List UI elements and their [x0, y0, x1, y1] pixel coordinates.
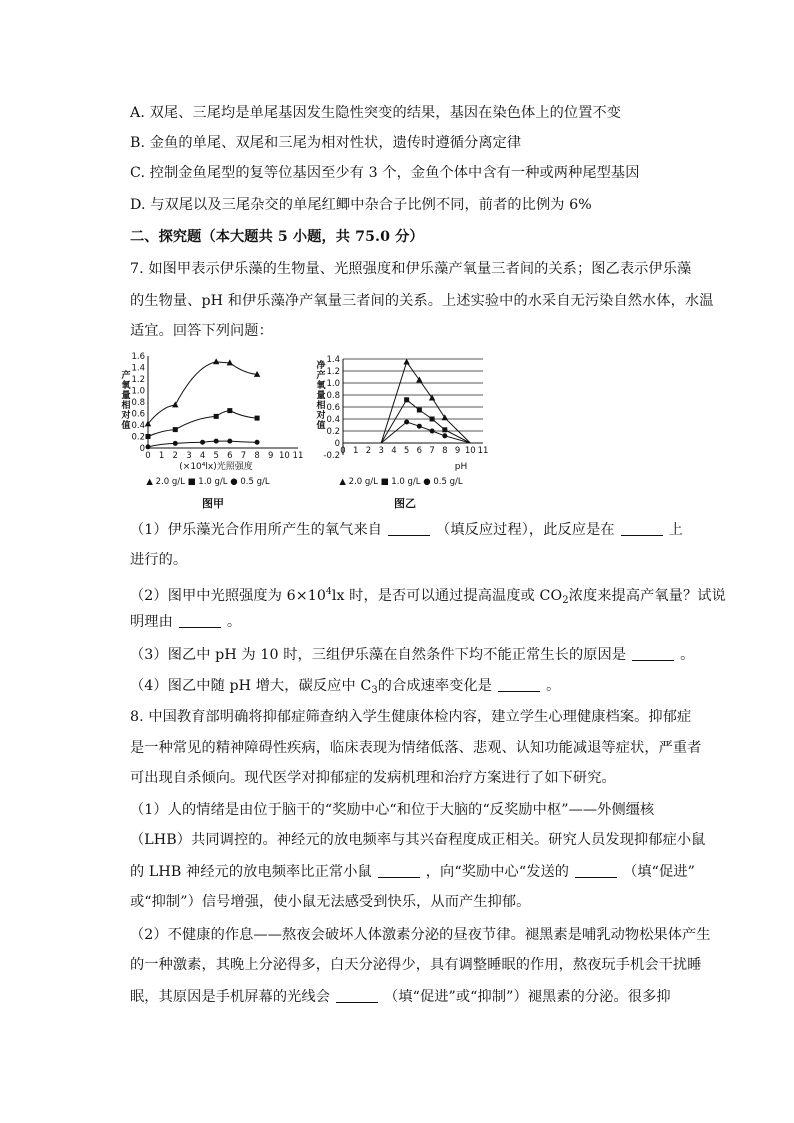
y-axis-label-char: 产	[121, 371, 131, 381]
q7-line1: 7. 如图甲表示伊乐藻的生物量、光照强度和伊乐藻产氧量三者间的关系；图乙表示伊乐藻	[130, 261, 692, 277]
data-point-triangle	[213, 358, 219, 364]
y-axis-label-char: 相	[316, 401, 326, 411]
q7-sub3-text-b: 。	[680, 647, 695, 663]
x-tick-label: 10	[464, 446, 476, 456]
answer-blank[interactable]	[632, 646, 674, 661]
x-tick-label: 3	[378, 446, 384, 456]
x-tick-label: 8	[442, 446, 448, 456]
q7-sub1-text-c: 上	[668, 522, 683, 538]
chart-yi	[313, 350, 493, 515]
y-tick-label: 1.2	[326, 367, 340, 377]
x-tick-label: 4	[391, 446, 397, 456]
answer-blank[interactable]	[336, 988, 378, 1003]
q7-sub2-text-e: 。	[226, 614, 242, 630]
y-tick-label: -0.2	[323, 451, 340, 461]
x-tick-label: 9	[454, 446, 461, 456]
q7-sub2-line1	[130, 582, 726, 611]
data-point-circle	[255, 440, 260, 445]
y-axis-label-char: 对	[121, 411, 131, 421]
q8-sub1-line4: 或“抑制”）信号增强，使小鼠无法感受到快乐，从而产生抑郁。	[130, 894, 531, 910]
q7-sub2-text-d: 明理由	[130, 614, 173, 630]
chart-title: 图甲	[202, 497, 224, 510]
q7-sub4-line	[130, 676, 692, 701]
q7-line3: 适宜。回答下列问题：	[130, 323, 273, 339]
option-c: C. 控制金鱼尾型的复等位基因至少有 3 个，金鱼个体中含有一种或两种尾型基因	[130, 165, 640, 181]
x-tick-label: 3	[186, 451, 192, 461]
q8-sub1-line1: （1）人的情绪是由位于脑干的“奖励中心“和位于大脑的“反奖励中枢”——外侧缰核	[130, 802, 655, 818]
data-point-square	[442, 427, 447, 432]
q8-sub1-line2: （LHB）共同调控的。神经元的放电频率与其兴奋程度成正相关。研究人员发现抑郁症小鼠	[130, 832, 706, 848]
y-tick-label: 0.6	[326, 403, 340, 413]
q7-sub2-sup: 4	[325, 587, 332, 597]
q7-sub3-line	[130, 645, 695, 665]
x-tick-label: 1	[353, 446, 359, 456]
option-d: D. 与双尾以及三尾杂交的单尾红鲫中杂合子比例不同，前者的比例为 6%	[130, 197, 592, 213]
q7-sub1-line1	[130, 520, 692, 540]
x-tick-label: 11	[292, 451, 304, 461]
y-tick-label: 0.2	[131, 432, 145, 443]
y-axis-label-char: 量	[121, 391, 131, 401]
y-tick-label: 0	[334, 439, 340, 449]
series-line	[381, 422, 470, 443]
x-axis-label: (×10⁴lx)光照强度	[179, 462, 253, 472]
x-tick-label: 7	[429, 446, 435, 456]
q7-sub4-text-a: （4）图乙中随 pH 增大，碳反应中 C	[130, 678, 372, 694]
q8-sub2-line3	[130, 987, 692, 1007]
q7-line2: 的生物量、pH 和伊乐藻净产氧量三者间的关系。上述实验中的水采自无污染自然水体，水温	[130, 293, 714, 309]
y-axis-label-char: 氧	[121, 381, 131, 391]
q8-sub2-line2: 的一种激素，其晚上分泌得多，白天分泌得少，具有调整睡眠的作用，熬夜玩手机会干扰睡	[130, 957, 702, 973]
q8-line1: 8. 中国教育部明确将抑郁症筛查纳入学生健康体检内容，建立学生心理健康档案。抑郁症	[130, 709, 692, 725]
data-point-circle	[173, 441, 178, 446]
y-axis-label-char: 产	[316, 371, 326, 381]
x-tick-label: 2	[365, 446, 372, 456]
x-tick-label: 0	[340, 446, 346, 456]
y-axis-label-char: 净	[316, 361, 326, 371]
series-line	[381, 400, 470, 443]
x-tick-label: 8	[254, 451, 260, 461]
answer-blank[interactable]	[378, 863, 420, 878]
q7-sub1-text-b: （填反应过程），此反应是在	[436, 522, 615, 538]
data-point-circle	[146, 444, 151, 449]
data-point-square	[430, 417, 435, 422]
x-tick-label: 1	[158, 451, 165, 461]
legend: ▲ 2.0 g/L ■ 1.0 g/L ● 0.5 g/L	[146, 477, 270, 487]
series-line	[148, 411, 257, 437]
x-tick-label: 6	[416, 446, 423, 456]
x-tick-label: 4	[199, 451, 206, 461]
data-point-square	[146, 434, 151, 439]
y-axis-label-char: 值	[121, 421, 131, 431]
data-point-square	[173, 427, 178, 432]
x-tick-label: 10	[278, 451, 290, 461]
y-tick-label: 1.0	[326, 379, 340, 389]
answer-blank[interactable]	[388, 521, 430, 536]
chart-title: 图乙	[394, 497, 416, 510]
x-tick-label: 7	[240, 451, 247, 461]
y-tick-label: 1.2	[131, 375, 145, 385]
y-axis-label-char: 值	[316, 421, 326, 431]
x-tick-label: 0	[145, 451, 151, 461]
q8-sub1-text-c: 的 LHB 神经元的放电频率比正常小鼠	[130, 864, 372, 880]
y-tick-label: 0.4	[326, 415, 340, 425]
answer-blank[interactable]	[621, 521, 663, 536]
data-point-circle	[214, 439, 219, 444]
y-tick-label: 1.0	[131, 386, 145, 397]
y-tick-label: 0.8	[326, 391, 340, 401]
x-tick-label: 2	[172, 451, 178, 461]
option-b: B. 金鱼的单尾、双尾和三尾为相对性状，遗传时遵循分离定律	[130, 135, 522, 151]
q7-sub2-sub: 2	[562, 595, 569, 606]
data-point-square	[404, 397, 409, 402]
q7-sub2-line2	[130, 612, 692, 632]
y-tick-label: 0.8	[131, 398, 145, 408]
y-axis-label-char: 对	[316, 411, 326, 421]
y-tick-label: 0.2	[326, 427, 340, 437]
y-tick-label: 1.4	[326, 355, 340, 365]
data-point-square	[417, 408, 422, 413]
q7-sub4-sub: 3	[371, 685, 378, 696]
y-tick-label: 0.6	[131, 409, 145, 420]
data-point-circle	[200, 440, 205, 445]
x-tick-label: 6	[227, 451, 233, 461]
answer-blank[interactable]	[498, 677, 540, 692]
y-axis-label-char: 相	[121, 401, 131, 411]
x-tick-label: 5	[403, 446, 410, 456]
answer-blank[interactable]	[179, 613, 221, 628]
y-tick-label: 1.4	[131, 363, 145, 374]
data-point-circle	[227, 439, 232, 444]
x-axis-label: pH	[454, 462, 468, 472]
y-tick-label: 0	[139, 444, 145, 454]
q7-sub2-text-c: 浓度来提高产氧量？试说	[568, 588, 726, 604]
y-axis-label-char: 氧	[316, 381, 326, 391]
q8-sub2-text-d: （填“促进”或“抑制”）褪黑素的分泌。很多抑	[384, 989, 671, 1005]
q8-line3: 可出现自杀倾向。现代医学对抑郁症的发病机理和治疗方案进行了如下研究。	[130, 770, 616, 786]
q8-sub2-text-c: 眠，其原因是手机屏幕的光线会	[130, 989, 331, 1005]
chart-jia	[118, 350, 308, 515]
q8-sub2-line1: （2）不健康的作息——熬夜会破坏人体激素分泌的昼夜节律。褪黑素是哺乳动物松果体产生	[130, 927, 711, 943]
q7-sub3-text-a: （3）图乙中 pH 为 10 时，三组伊乐藻在自然条件下均不能正常生长的原因是	[130, 647, 627, 663]
q7-sub2-text-b: lx 时，是否可以通过提高温度或 CO	[331, 588, 563, 604]
answer-blank[interactable]	[575, 863, 617, 878]
x-tick-label: 11	[477, 446, 489, 456]
x-tick-label: 5	[213, 451, 219, 461]
option-a: A. 双尾、三尾均是单尾基因发生隐性突变的结果，基因在染色体上的位置不变	[130, 105, 622, 121]
q8-sub1-text-d: ，向“奖励中心“发送的	[425, 864, 570, 880]
x-tick-label: 9	[268, 451, 274, 461]
q7-sub4-text-c: 。	[546, 678, 561, 694]
section-heading: 二、探究题（本大题共 5 小题，共 75.0 分）	[130, 229, 424, 245]
q7-sub4-text-b: 的合成速率变化是	[377, 678, 493, 694]
data-point-circle	[442, 433, 447, 438]
q8-line2: 是一种常见的精神障碍性疾病，临床表现为情绪低落、悲观、认知功能减退等症状，严重者	[130, 740, 702, 756]
q8-sub1-text-e: （填“促进”	[623, 864, 695, 880]
data-point-square	[214, 414, 219, 419]
q7-sub1-line2: 进行的。	[130, 552, 188, 568]
y-tick-label: 1.6	[131, 352, 145, 362]
q7-sub2-text-a: （2）图甲中光照强度为 6×10	[130, 588, 326, 604]
data-point-square	[227, 408, 232, 413]
data-point-triangle	[172, 401, 178, 407]
data-point-circle	[404, 420, 409, 425]
y-axis-label-char: 量	[316, 391, 326, 401]
q7-sub1-text-a: （1）伊乐藻光合作用所产生的氧气来自	[130, 522, 383, 538]
data-point-circle	[430, 429, 435, 434]
q8-sub1-line3	[130, 862, 695, 882]
data-point-square	[255, 416, 260, 421]
legend: ▲ 2.0 g/L ■ 1.0 g/L ● 0.5 g/L	[339, 477, 463, 487]
data-point-circle	[417, 424, 422, 429]
y-tick-label: 0.4	[131, 421, 145, 431]
